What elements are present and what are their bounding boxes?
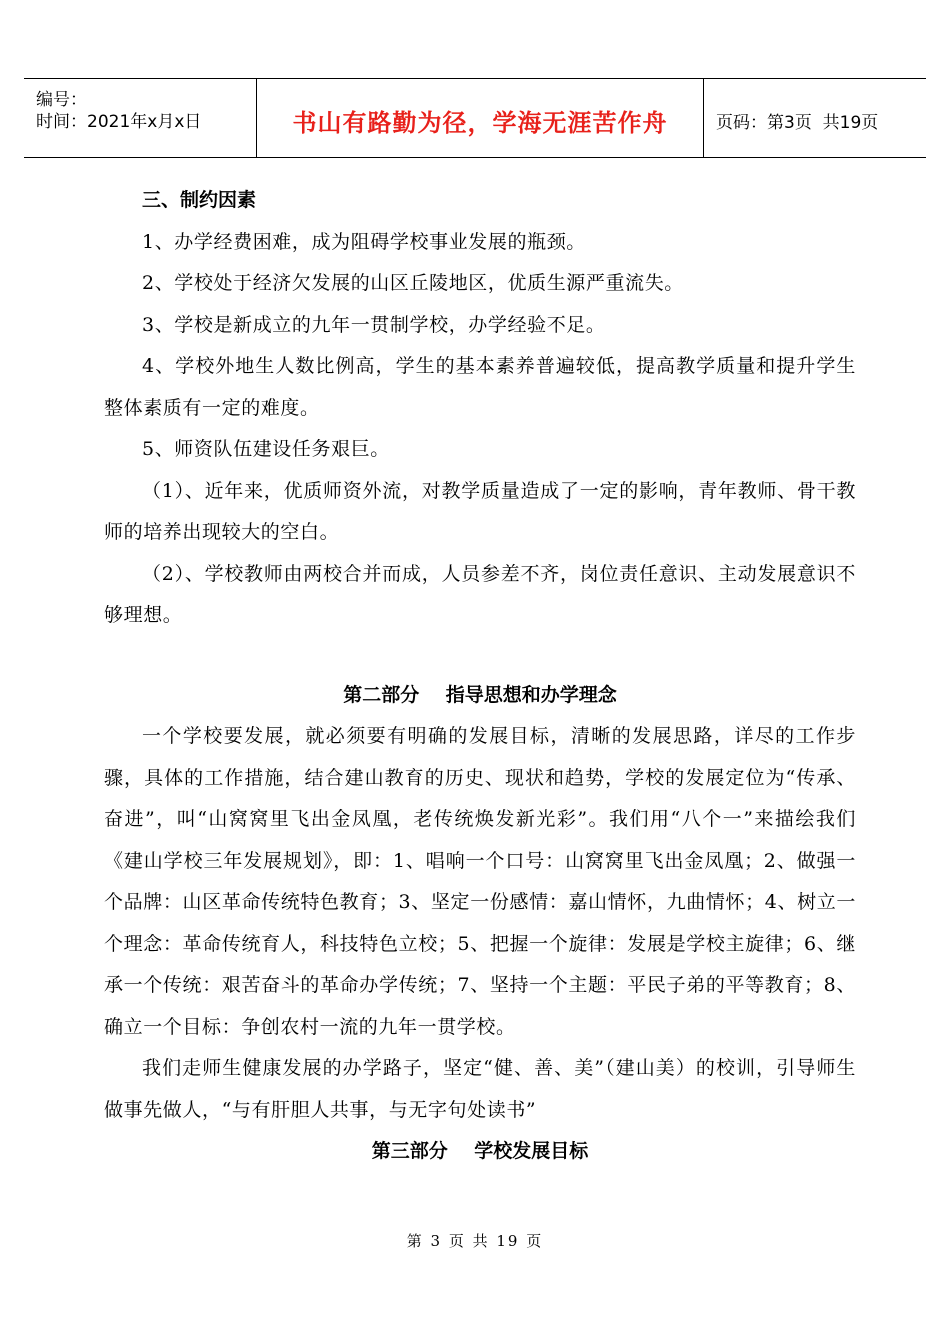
date-label: 时间：2021年x月x日	[36, 112, 202, 132]
page-footer: 第 3 页 共 19 页	[406, 1232, 544, 1250]
document-body	[104, 180, 856, 1173]
page-info: 页码：第3页 共19页	[716, 113, 879, 133]
slogan: 书山有路勤为径，学海无涯苦作舟	[292, 109, 668, 137]
header-slogan-cell	[256, 79, 704, 157]
paragraph: 5、师资队伍建设任务艰巨。	[142, 438, 390, 460]
paragraph: 3、学校是新成立的九年一贯制学校，办学经验不足。	[142, 313, 606, 336]
header-page-cell	[704, 79, 926, 157]
header-meta-cell	[24, 79, 256, 157]
part-title: 第二部分 指导思想和办学理念	[343, 683, 617, 706]
paragraph: （1）、近年来，优质师资外流，对教学质量造成了一定的影响，青年教师、骨干教师的培养出现较大的空白。	[104, 479, 856, 543]
serial-number-label: 编号：	[36, 90, 87, 110]
paragraph: （2）、学校教师由两校合并而成，人员参差不齐，岗位责任意识、主动发展意识不够理想。	[104, 562, 856, 626]
document-header	[24, 78, 926, 158]
paragraph: 我们走师生健康发展的办学路子，坚定“健、善、美”（建山美）的校训，引导师生做事先做人，“与有肝胆人共事，与无字句处读书”	[104, 1057, 856, 1121]
spacer	[104, 637, 856, 675]
part-title: 第三部分 学校发展目标	[371, 1140, 589, 1162]
paragraph: 一个学校要发展，就必须要有明确的发展目标，清晰的发展思路，详尽的工作步骤，具体的工作措施，结合建山教育的历史、现状和趋势，学校的发展定位为“传承、奋进”，叫“山窝窝里飞出金凤凰，老传统焕发新光彩”。我们用“八个一”来描绘我们《建山学校三年发展规划》，即：1、唱响一个口号：山窝窝里飞出金凤凰；2、做强一个品牌：山区革命传统特色教育；3、坚定一份感情：嘉山情怀，九曲情怀；4、树立一个理念：革命传统育人，科技特色立校；5、把握一个旋律：发展是学校主旋律；6、继承一个传统：艰苦奋斗的革命办学传统；7、坚持一个主题：平民子弟的平等教育；8、确立一个目标：争创农村一流的九年一贯学校。	[104, 725, 856, 1038]
section-heading-constraints: 三、制约因素	[142, 189, 257, 211]
paragraph: 4、学校外地生人数比例高，学生的基本素养普遍较低，提高教学质量和提升学生整体素质有一定的难度。	[104, 355, 856, 419]
paragraph: 2、学校处于经济欠发展的山区丘陵地区，优质生源严重流失。	[142, 272, 684, 294]
paragraph: 1、办学经费困难，成为阻碍学校事业发展的瓶颈。	[142, 230, 586, 253]
